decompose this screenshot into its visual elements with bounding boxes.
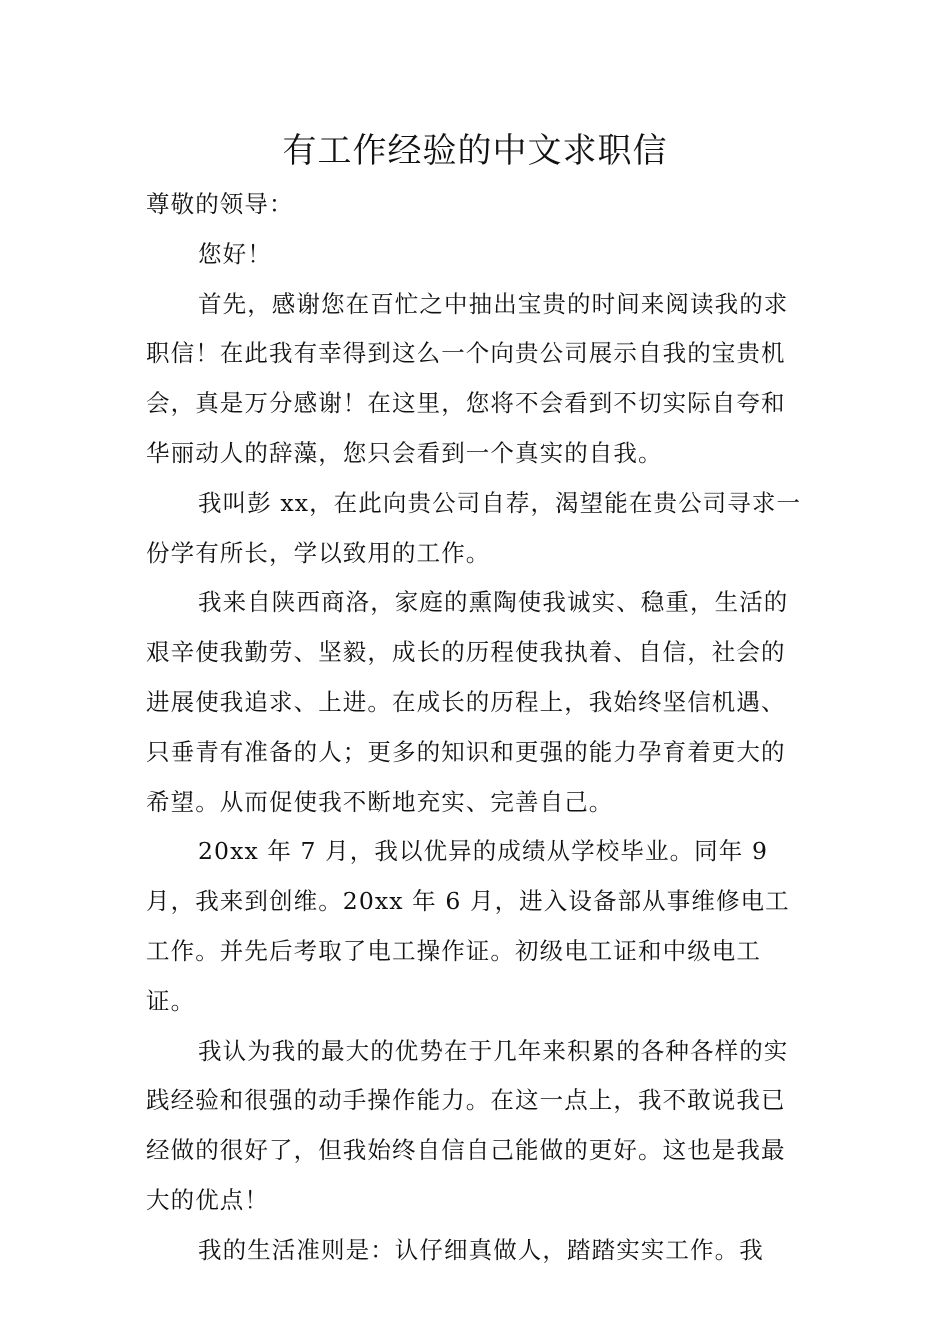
paragraph-background: 我来自陕西商洛，家庭的熏陶使我诚实、稳重，生活的艰辛使我勤劳、坚毅，成长的历程使我执着、自信，社会的进展使我追求、上进。在成长的历程上，我始终坚信机遇、只垂青有准备的人；更多的知识和更强的能力孕育着更大的希望。从而促使我不断地充实、完善自己。 xyxy=(146,588,789,816)
letter-body xyxy=(146,180,808,1276)
paragraph-self-recommendation: 我叫彭 xx，在此向贵公司自荐，渴望能在贵公司寻求一份学有所长，学以致用的工作。 xyxy=(146,488,802,567)
paragraph-gratitude: 首先，感谢您在百忙之中抽出宝贵的时间来阅读我的求职信！在此我有幸得到这么一个向贵公司展示自我的宝贵机会，真是万分感谢！在这里，您将不会看到不切实际自夸和华丽动人的辞藻，您只会看到一个真实的自我。 xyxy=(146,289,789,467)
paragraph-work-history: 20xx 年 7 月，我以优异的成绩从学校毕业。同年 9 月，我来到创维。20xx 年 6 月，进入设备部从事维修电工工作。并先后考取了电工操作证。初级电工证和中级电工证。 xyxy=(146,837,790,1015)
document-title: 有工作经验的中文求职信 xyxy=(282,131,668,171)
paragraph-life-principle: 我的生活准则是：认仔细真做人，踏踏实实工作。我 xyxy=(198,1235,764,1264)
salutation: 尊敬的领导： xyxy=(146,190,294,218)
paragraph-strengths: 我认为我的最大的优势在于几年来积累的各种各样的实践经验和很强的动手操作能力。在这一点上，我不敢说我已经做的很好了，但我始终自信自己能做的更好。这也是我最大的优点！ xyxy=(146,1036,789,1214)
greeting: 您好！ xyxy=(198,239,272,268)
